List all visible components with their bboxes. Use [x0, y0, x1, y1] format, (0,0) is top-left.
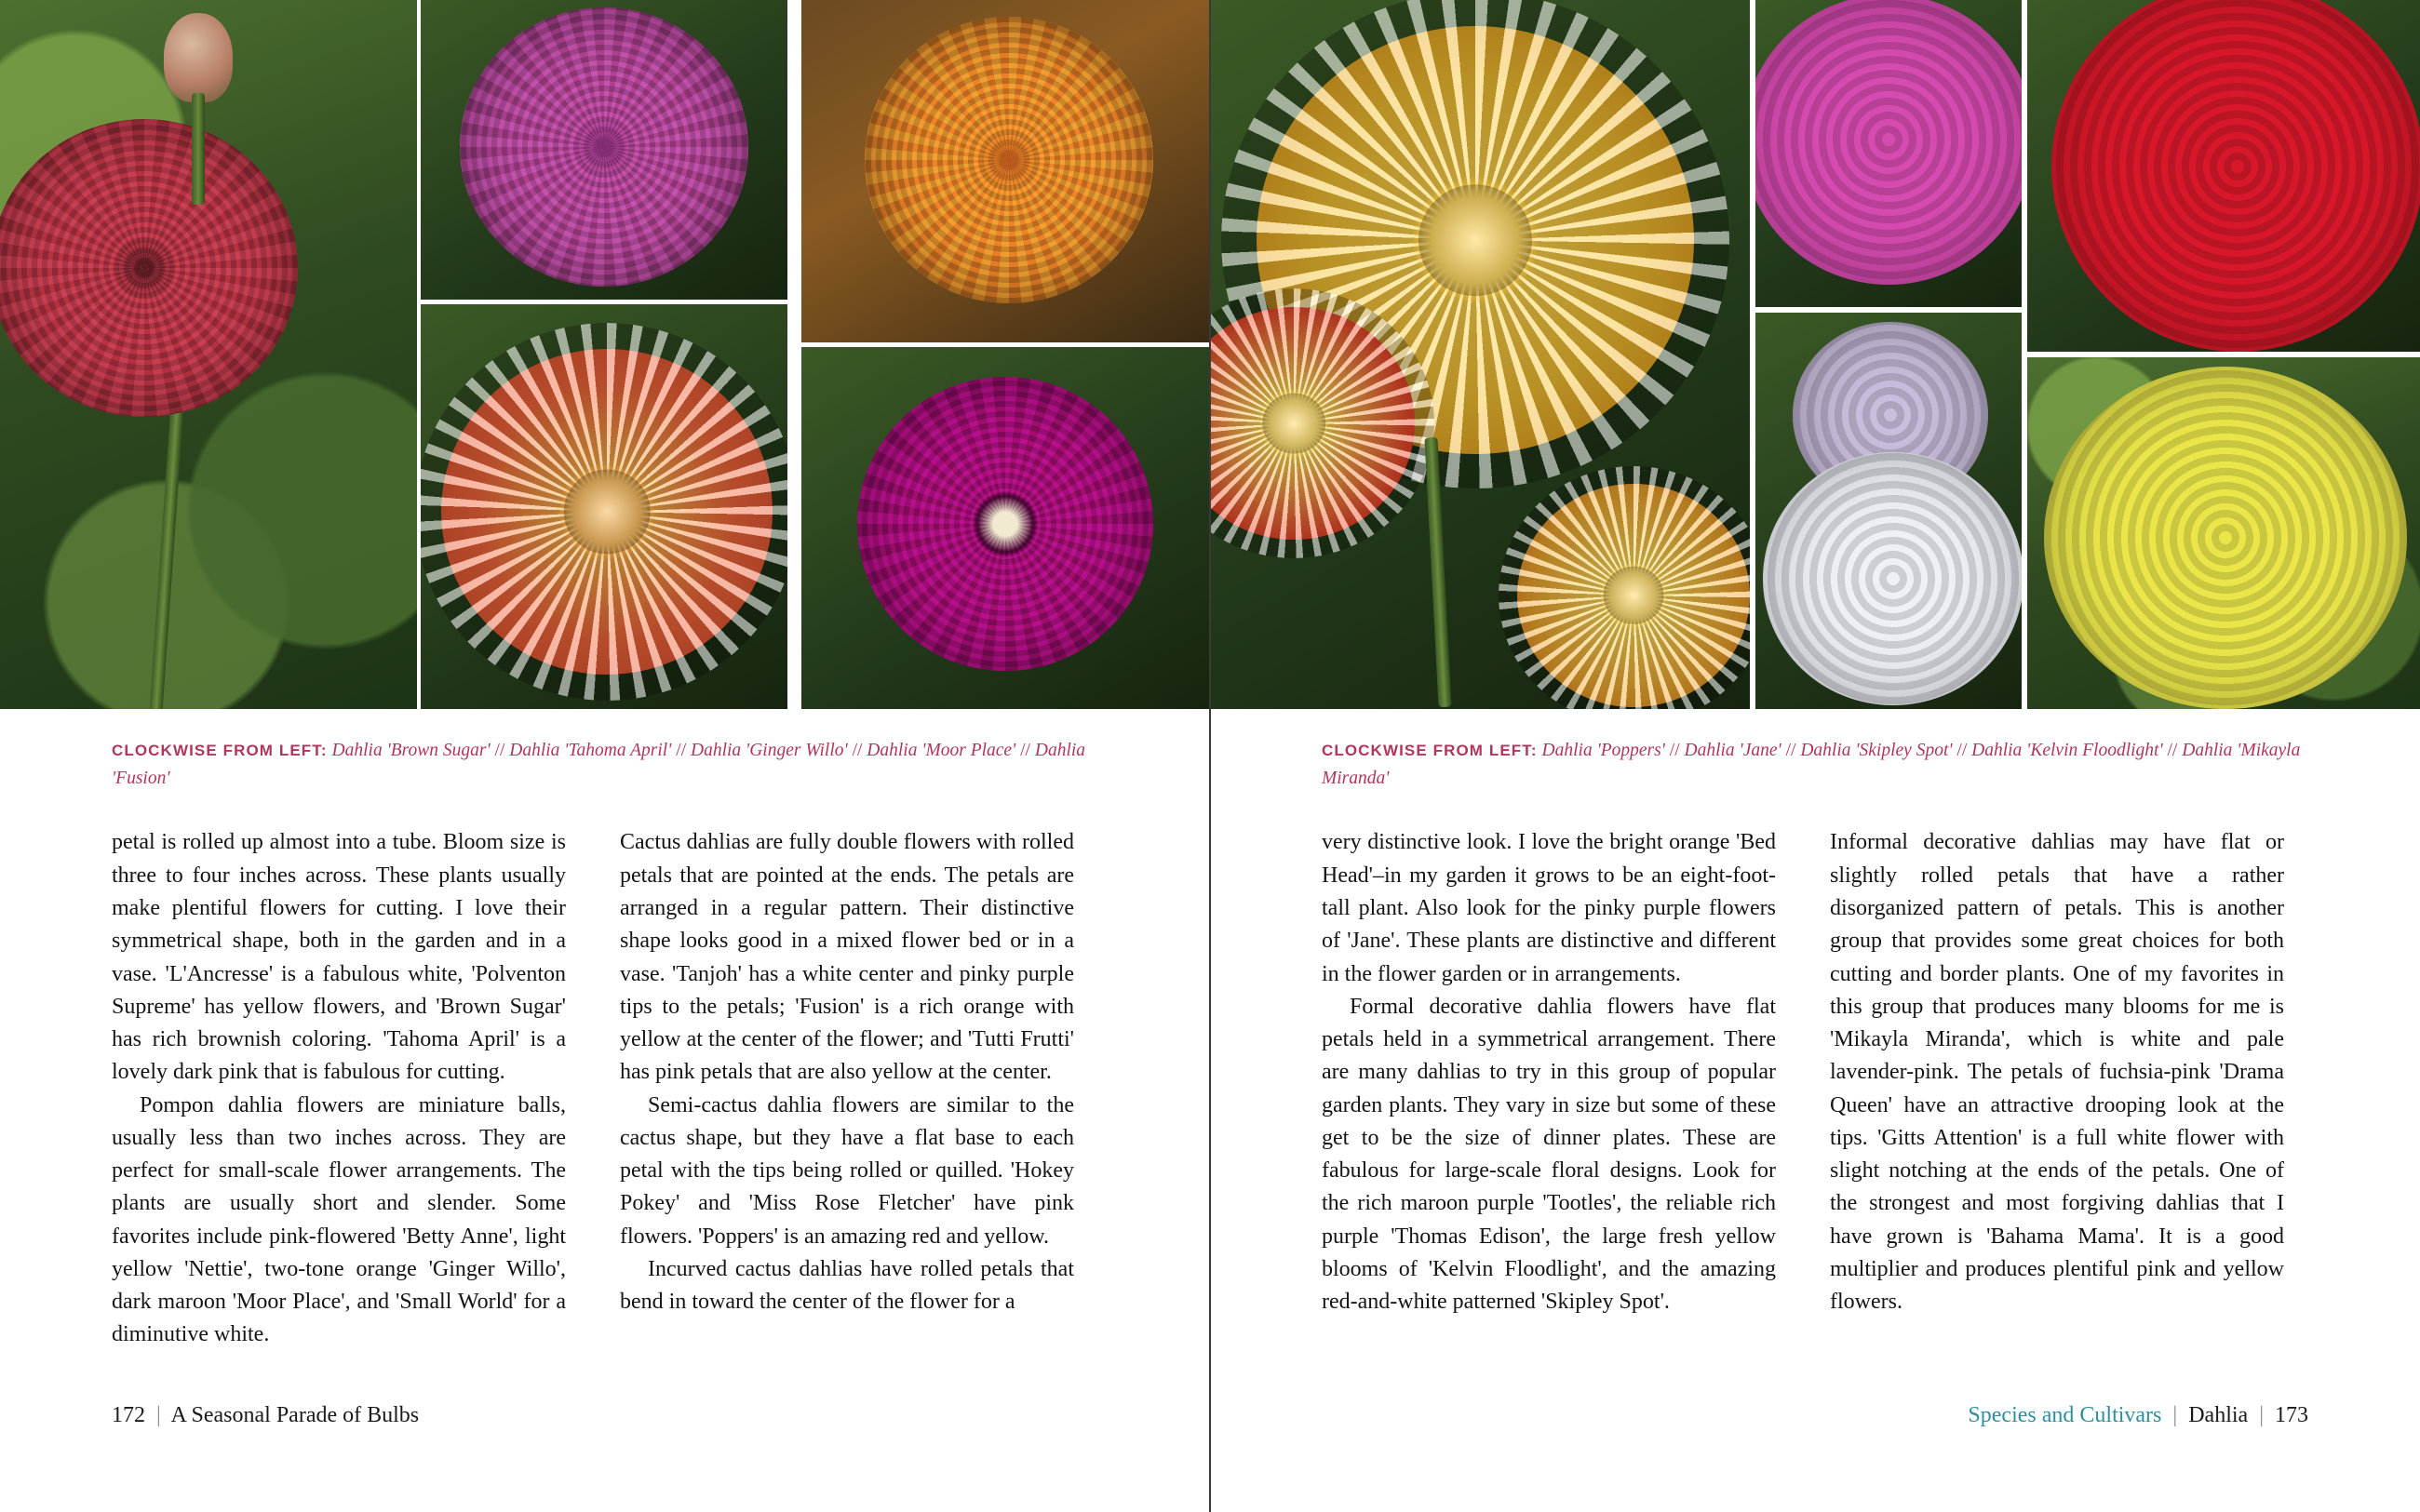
- photo-poppers: [1210, 0, 1750, 709]
- left-caption-item-0: Dahlia 'Brown Sugar': [331, 741, 491, 760]
- bloom-kelvin-floodlight: [2044, 367, 2407, 709]
- right-body-columns: [1210, 793, 2420, 1318]
- right-footer: [1968, 1403, 2308, 1428]
- footer-subject: Dahlia: [2188, 1403, 2249, 1427]
- left-caption-item-4: Dahlia 'Fusion': [112, 741, 1086, 789]
- photo-moor-place: [801, 347, 1209, 709]
- photo-tahoma-april: [421, 0, 787, 300]
- photo-fusion-orange: [421, 304, 787, 709]
- caption-sep: //: [1669, 741, 1685, 760]
- bloom-poppers-secondary: [1210, 307, 1415, 540]
- paragraph: Informal decorative dahlias may have flat or slightly rolled petals that have a rather disorganized pattern of petals. This is another group that provides some great choices for both cutting and border plants. One of my favorites in this group that produces many blooms for me is 'Mikayla Miranda', which is white and pale lavender-pink. The petals of fuchsia-pink 'Drama Queen' have an attractive drooping look at the tips. 'Gitts Attention' is a full white flower with slight notching at the ends of the petals. One of the strongest and most forgiving dahlias that I have grown is 'Bahama Mama'. It is a good multiplier and produces plentiful pink and yellow flowers.: [1830, 830, 2284, 1315]
- bloom-tahoma-april: [460, 7, 748, 287]
- right-caption-item-3: Dahlia 'Kelvin Floodlight': [1971, 741, 2163, 760]
- right-caption-item-4: Dahlia 'Mikayla Miranda': [1322, 741, 2301, 789]
- paragraph: Formal decorative dahlia flowers have flat petals held in a symmetrical arrangement. There are many dahlias to try in this group of popular garden plants. They vary in size but some of these get to be the size of dinner plates. These are fabulous for large-scale floral designs. Look for the rich maroon purple 'Tootles', the reliable rich purple 'Thomas Edison', the large fresh yellow blooms of 'Kelvin Floodlight', and the amazing red-and-white patterned 'Skipley Spot'.: [1322, 994, 1776, 1315]
- caption-sep: //: [676, 741, 691, 760]
- bloom-skipley-spot: [2051, 0, 2420, 352]
- paragraph: Cactus dahlias are fully double flowers with rolled petals that are pointed at the ends. The petals are arranged in a regular pattern. Their distinctive shape looks good in a mixed flower bed or in a vase. 'Tanjoh' has a white center and pinky purple tips to the petals; 'Fusion' is a rich orange with yellow at the center of the flower; and 'Tutti Frutti' has pink petals that are also yellow at the center.: [620, 830, 1074, 1085]
- bloom-jane: [1755, 0, 2022, 285]
- photo-brown-sugar: [0, 0, 417, 709]
- page-number: 172: [112, 1403, 145, 1427]
- right-caption-item-2: Dahlia 'Skipley Spot': [1800, 741, 1953, 760]
- caption-sep: //: [1956, 741, 1972, 760]
- bloom-moor-place: [857, 377, 1153, 671]
- caption-sep: //: [852, 741, 867, 760]
- right-caption-lead: CLOCKWISE FROM LEFT:: [1322, 742, 1538, 759]
- right-caption-item-0: Dahlia 'Poppers': [1541, 741, 1665, 760]
- left-caption-block: [0, 709, 1210, 793]
- right-column-1: [1322, 826, 1776, 1318]
- bloom-poppers-tertiary: [1517, 484, 1750, 707]
- left-caption-item-3: Dahlia 'Moor Place': [867, 741, 1016, 760]
- photo-kelvin-floodlight: [2027, 357, 2420, 709]
- footer-section-title: A Seasonal Parade of Bulbs: [170, 1403, 420, 1427]
- spread-gutter: [1209, 0, 1211, 1512]
- paragraph: Semi-cactus dahlia flowers are similar to the cactus shape, but they have a flat base to each petal with the tips being rolled or quilled. 'Hokey Pokey' and 'Miss Rose Fletcher' have pink flowers. 'Poppers' is an amazing red and yellow.: [620, 1092, 1074, 1249]
- caption-sep: //: [1785, 741, 1801, 760]
- photo-skipley-spot: [2027, 0, 2420, 352]
- photo-mikayla-miranda: [1755, 313, 2022, 709]
- right-column-2: [1830, 826, 2284, 1318]
- caption-sep: //: [1020, 741, 1035, 760]
- left-caption-item-2: Dahlia 'Ginger Willo': [691, 741, 848, 760]
- right-caption-item-1: Dahlia 'Jane': [1684, 741, 1781, 760]
- photo-ginger-willo: [801, 0, 1209, 342]
- footer-separator: |: [2172, 1403, 2178, 1427]
- photo-jane: [1755, 0, 2022, 307]
- paragraph: Pompon dahlia flowers are miniature balls, usually less than two inches across. They are perfect for small-scale flower arrangements. The plants are usually short and slender. Some favorites include pink-flowered 'Betty Anne', light yellow 'Nettie', two-tone orange 'Ginger Willo', dark maroon 'Moor Place', and 'Small World' for a diminutive white.: [112, 1092, 566, 1347]
- footer-separator: |: [156, 1403, 161, 1427]
- bud-brown-sugar: [164, 13, 233, 102]
- left-footer: [112, 1403, 419, 1428]
- paragraph: Incurved cactus dahlias have rolled petals that bend in toward the center of the flower for a: [620, 1256, 1074, 1315]
- left-column-2: [620, 826, 1074, 1351]
- left-caption: [112, 737, 1098, 793]
- bloom-ginger-willo: [865, 17, 1153, 303]
- bloom-fusion: [441, 349, 773, 675]
- left-body-columns: [0, 793, 1210, 1351]
- paragraph: petal is rolled up almost into a tube. Bloom size is three to four inches across. These plants usually make plentiful flowers for cutting. I love their symmetrical shape, both in the garden and in a vase. 'L'Ancresse' is a fabulous white, 'Polventon Supreme' has yellow flowers, and 'Brown Sugar' has rich brownish coloring. 'Tahoma April' is a lovely dark pink that is fabulous for cutting.: [112, 830, 566, 1085]
- right-caption-block: [1210, 709, 2420, 793]
- left-caption-lead: CLOCKWISE FROM LEFT:: [112, 742, 328, 759]
- left-photo-mosaic: [0, 0, 1210, 709]
- page-number: 173: [2275, 1403, 2308, 1427]
- bloom-brown-sugar: [0, 119, 298, 417]
- right-caption: [1322, 737, 2308, 793]
- caption-sep: //: [494, 741, 510, 760]
- left-caption-item-1: Dahlia 'Tahoma April': [509, 741, 672, 760]
- caption-sep: //: [2167, 741, 2183, 760]
- footer-section-title: Species and Cultivars: [1968, 1403, 2162, 1427]
- right-page: [1210, 0, 2420, 1512]
- left-column-1: [112, 826, 566, 1351]
- paragraph: very distinctive look. I love the bright orange 'Bed Head'–in my garden it grows to be an eight-foot-tall plant. Also look for the pinky purple flowers of 'Jane'. These plants are distinctive and different in the flower garden or in arrangements.: [1322, 830, 1776, 986]
- right-photo-mosaic: [1210, 0, 2420, 709]
- footer-separator: |: [2259, 1403, 2264, 1427]
- bloom-mikayla-lower: [1763, 452, 2022, 705]
